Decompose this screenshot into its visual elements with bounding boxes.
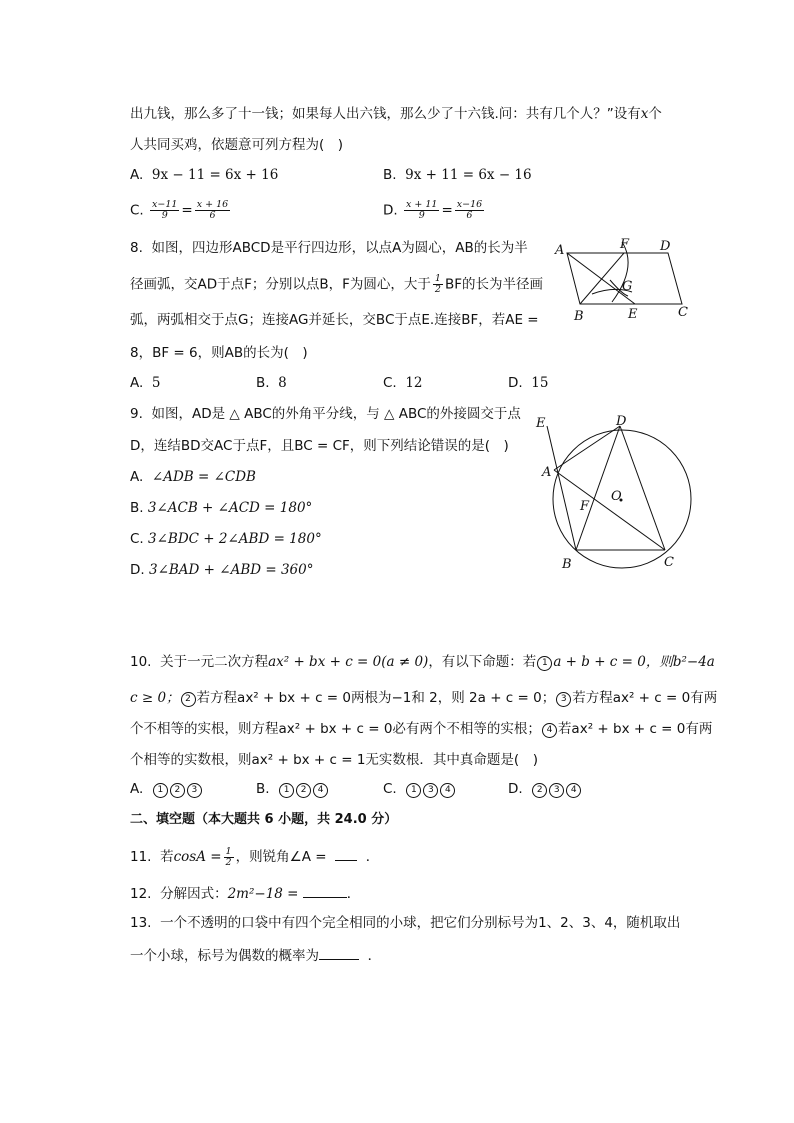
circled-number: 4 bbox=[542, 723, 557, 738]
q7-c-frac2: $\frac{x + 16}{6}$ bbox=[196, 199, 229, 221]
q10-option-b: B. 1 2 4 bbox=[256, 779, 329, 799]
q8-parallelogram-figure bbox=[552, 232, 702, 324]
q8-option-b: B. 8 bbox=[256, 375, 287, 391]
label-g: G bbox=[622, 279, 633, 294]
q9-option-a: A. ∠ADB = ∠CDB bbox=[130, 469, 256, 485]
label-o: O bbox=[611, 489, 622, 504]
q10-line1: 10. 关于一元二次方程ax² + bx + c = 0(a ≠ 0)，有以下命题：若 1 a + b + c = 0，则b²−4a bbox=[130, 654, 715, 670]
q10-option-d: D. 2 3 4 bbox=[508, 779, 582, 799]
q8-half-frac: $\frac{1}{2}$ bbox=[434, 273, 441, 295]
q7-line2: 人共同买鸡，依题意可列方程为( ) bbox=[130, 137, 344, 153]
q7-d-frac1: $\frac{x + 11}{9}$ bbox=[405, 199, 438, 221]
q7-option-d: D. $\frac{x + 11}{9}$ = $\frac{x-16}{6}$ bbox=[383, 199, 483, 221]
segment-bd bbox=[576, 426, 620, 550]
q8-option-d: D. 15 bbox=[508, 375, 549, 391]
q7-c-frac1: $\frac{x-11}{9}$ bbox=[152, 199, 178, 221]
circled-number: 2 bbox=[181, 692, 196, 707]
q10-option-a: A. 1 2 3 bbox=[130, 779, 203, 799]
q8-line1: 8. 如图，四边形ABCD是平行四边形，以点A为圆心，AB的长为半 bbox=[130, 240, 528, 256]
segment-dc bbox=[620, 426, 665, 550]
label-f: F bbox=[580, 499, 590, 514]
label-c: C bbox=[664, 555, 674, 570]
q10-line2: c ≥ 0； 2 若方程ax² + bx + c = 0两根为−1和 2，则 2a + c = 0； 3 若方程ax² + c = 0有两 bbox=[130, 690, 718, 706]
q13-answer-blank[interactable] bbox=[319, 945, 359, 960]
q11-line: 11. 若cosA = $\frac{1}{2}$ ，则锐角∠A = ． bbox=[130, 845, 380, 868]
q9-option-c: C. 3∠BDC + 2∠ABD = 180° bbox=[130, 531, 322, 547]
q9-option-b: B. 3∠ACB + ∠ACD = 180° bbox=[130, 500, 313, 516]
q9-line1: 9. 如图，AD是 △ ABC的外角平分线，与 △ ABC的外接圆交于点 bbox=[130, 406, 521, 422]
circled-number: 1 bbox=[537, 656, 552, 671]
q7-option-b: B. 9x + 11 = 6x − 16 bbox=[383, 167, 532, 183]
segment-ad bbox=[554, 426, 620, 470]
segment-bf bbox=[580, 253, 624, 304]
q7-option-a: A. 9x − 11 = 6x + 16 bbox=[130, 167, 279, 183]
q12-answer-blank[interactable] bbox=[303, 883, 347, 898]
q7-line1: 出九钱，那么多了十一钱；如果每人出六钱，那么少了十六钱.问：共有几个人？”设有x个 bbox=[130, 106, 662, 122]
label-d: D bbox=[660, 239, 671, 254]
q12-line: 12. 分解因式：2m²−18 = ． bbox=[130, 883, 360, 904]
q13-line1: 13. 一个不透明的口袋中有四个完全相同的小球，把它们分别标号为1、2、3、4，随机取出 bbox=[130, 915, 681, 931]
section-title: 二、填空题（本大题共 6 小题，共 24.0 分） bbox=[130, 812, 398, 827]
q10-line3: 个不相等的实根，则方程ax² + bx + c = 0必有两个不相等的实根； 4 若ax² + bx + c = 0有两 bbox=[130, 721, 713, 737]
q11-half-frac: $\frac{1}{2}$ bbox=[225, 845, 232, 868]
q9-line2: D，连结BD交AC于点F，且BC = CF，则下列结论错误的是( ) bbox=[130, 438, 509, 454]
q7-option-c: C. $\frac{x-11}{9}$ = $\frac{x + 16}{6}$ bbox=[130, 199, 229, 221]
q9-circle-figure bbox=[528, 410, 698, 575]
q9-option-d: D. 3∠BAD + ∠ABD = 360° bbox=[130, 562, 314, 578]
q8-option-a: A. 5 bbox=[130, 375, 161, 391]
q13-line2: 一个小球，标号为偶数的概率为 ． bbox=[130, 945, 381, 966]
label-b: B bbox=[562, 557, 572, 572]
segment-ac bbox=[554, 470, 665, 550]
q11-answer-blank[interactable] bbox=[335, 846, 357, 861]
q10-option-c: C. 1 3 4 bbox=[383, 779, 456, 799]
label-d: D bbox=[616, 414, 627, 429]
q8-line3: 弧，两弧相交于点G；连接AG并延长，交BC于点E.连接BF，若AE = bbox=[130, 312, 539, 328]
label-b: B bbox=[574, 309, 584, 324]
label-a: A bbox=[555, 243, 565, 258]
label-f: F bbox=[620, 237, 630, 252]
label-a: A bbox=[542, 465, 552, 480]
q8-line4: 8，BF = 6，则AB的长为( ) bbox=[130, 345, 308, 361]
circled-number: 3 bbox=[556, 692, 571, 707]
q8-line2: 径画弧，交AD于点F；分别以点B，F为圆心，大于 $\frac{1}{2}$ BF的长为半径画 bbox=[130, 273, 543, 295]
q8-option-c: C. 12 bbox=[383, 375, 423, 391]
label-e: E bbox=[628, 307, 638, 322]
label-c: C bbox=[678, 305, 688, 320]
label-e: E bbox=[536, 416, 546, 431]
q10-line4: 个相等的实数根，则ax² + bx + c = 1无实数根．其中真命题是( ) bbox=[130, 752, 538, 768]
q7-d-frac2: $\frac{x-16}{6}$ bbox=[456, 199, 483, 221]
